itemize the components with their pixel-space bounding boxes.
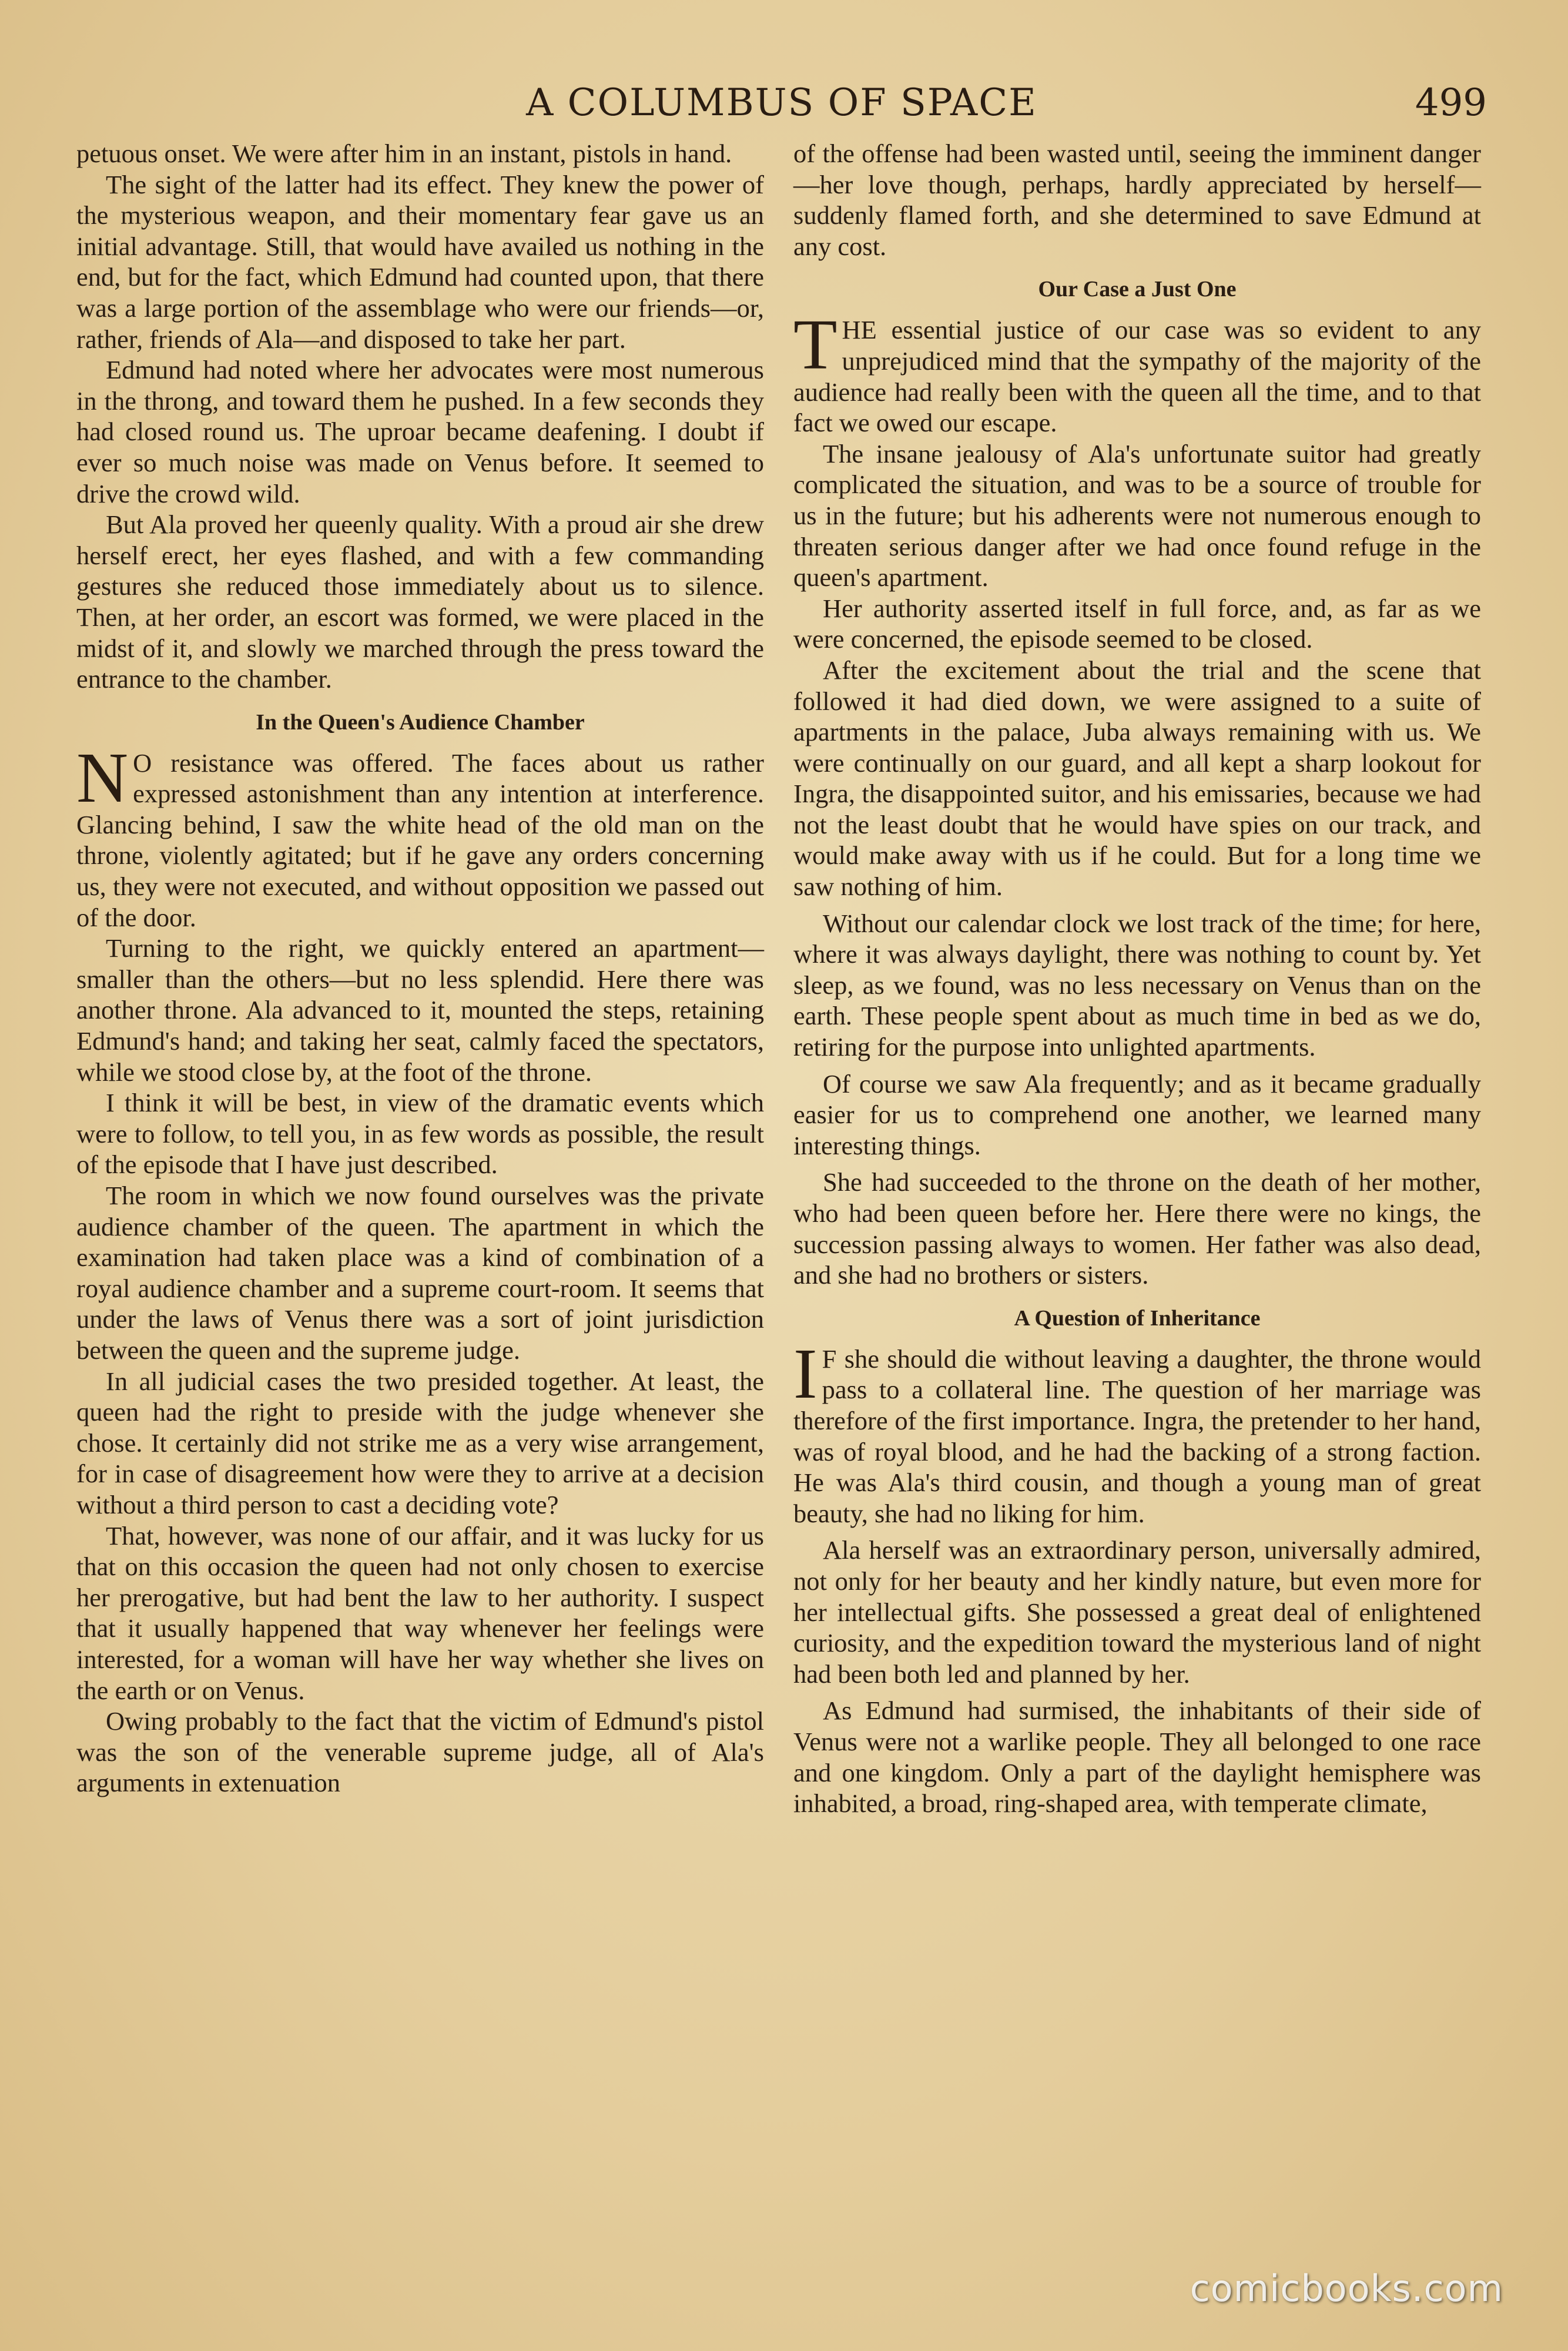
paragraph: As Edmund had surmised, the inhabitants of their side of Venus were not a warlike people. They all belonged to one race and one kingdom. Only a part of the daylight hemisphere was inhabited, a broad, ring-shaped area, with temperate climate, bbox=[793, 1696, 1481, 1818]
paragraph: In all judicial cases the two presided together. At least, the queen had the right to preside with the judge whenever she chose. It certainly did not strike me as a very wise arrangement, for in case of disagreement how were they to arrive at a decision without a third person to cast a deciding vote? bbox=[76, 1366, 764, 1519]
running-title: A COLUMBUS OF SPACE bbox=[526, 81, 1037, 125]
paragraph: Edmund had noted where her advocates were most numerous in the throng, and toward them he pushed. In a few seconds they had closed round us. The uproar became deafening. I doubt if ever so much noise was made on Venus before. It seemed to drive the crowd wild. bbox=[76, 355, 764, 508]
paragraph: Of course we saw Ala frequently; and as it became gradually easier for us to comprehend one another, we learned many interesting things. bbox=[793, 1069, 1481, 1160]
paragraph: Turning to the right, we quickly entered an apartment—smaller than the others—but no less splendid. Here there was another throne. Ala advanced to it, mounted the steps, retaining Edmund's hand; and taking her seat, calmly faced the spectators, while we stood close by, at the foot of the throne. bbox=[76, 933, 764, 1087]
paragraph: Without our calendar clock we lost track of the time; for here, where it was always daylight, there was nothing to count by. Yet sleep, as we found, was no less necessary on Venus than on the earth. These people spent about as much time in bed as we do, retiring for the purpose into unlighted apartments. bbox=[793, 908, 1481, 1062]
paragraph: After the excitement about the trial and the scene that followed it had died down, we were assigned to a suite of apartments in the palace, Juba always remaining with us. We were continually on our guard, and all kept a sharp lookout for Ingra, the disappointed suitor, and his emissaries, because we had not the least doubt that he would have spies on our track, and would make away with us if he could. But for a long time we saw nothing of him. bbox=[793, 655, 1481, 902]
section-heading: In the Queen's Audience Chamber bbox=[256, 709, 585, 735]
page-number: 499 bbox=[1415, 81, 1487, 125]
paragraph: Ala herself was an extraordinary person, universally admired, not only for her beauty and her kindly nature, but even more for her intellectual gifts. She possessed a great deal of enlightened curiosity, and the expedition toward the mysterious land of night had been both led and planned by her. bbox=[793, 1535, 1481, 1689]
page-header bbox=[76, 76, 1487, 129]
drop-cap-paragraph bbox=[76, 738, 764, 933]
section-heading: A Question of Inheritance bbox=[1014, 1305, 1261, 1331]
paragraph: The insane jealousy of Ala's unfortunate suitor had greatly complicated the situation, and was to be a source of trouble for us in the future; but his adherents were not numerous enough to threaten serious danger after we had once found refuge in the queen's apartment. bbox=[793, 438, 1481, 592]
drop-cap: T bbox=[793, 305, 837, 385]
paragraph: Her authority asserted itself in full force, and, as far as we were concerned, the episode seemed to be closed. bbox=[793, 593, 1481, 654]
left-column bbox=[76, 138, 764, 1799]
paragraph: The sight of the latter had its effect. They knew the power of the mysterious weapon, and their momentary fear gave us an initial advantage. Still, that would have availed us nothing in the end, but for the fact, which Edmund had counted upon, that there was a large portion of the assemblage who were our friends—or, rather, friends of Ala—and disposed to take her part. bbox=[76, 169, 764, 354]
drop-cap: N bbox=[76, 738, 129, 818]
section-heading: Our Case a Just One bbox=[1038, 277, 1237, 302]
paragraph: That, however, was none of our affair, and it was lucky for us that on this occasion the queen had not only chosen to exercise her prerogative, but had bent the law to her authority. I suspect that it usually happened that way whenever her feelings were interested, for a woman will have her way whether she lives on the earth or on Venus. bbox=[76, 1521, 764, 1705]
paragraph: Owing probably to the fact that the victim of Edmund's pistol was the son of the venerable supreme judge, all of Ala's arguments in extenuation bbox=[76, 1706, 764, 1798]
paragraph: But Ala proved her queenly quality. With a proud air she drew herself erect, her eyes flashed, and with a few commanding gestures she reduced those immediately about us to silence. Then, at her order, an escort was formed, we were placed in the midst of it, and slowly we marched through the press toward the entrance to the chamber. bbox=[76, 510, 764, 694]
drop-cap: I bbox=[793, 1334, 817, 1414]
paragraph: The room in which we now found ourselves was the private audience chamber of the queen. The apartment in which the examination had taken place was a kind of combination of a royal audience chamber and a supreme court-room. It seems that under the laws of Venus there was a sort of joint jurisdiction between the queen and the supreme judge. bbox=[76, 1181, 764, 1365]
paragraph: She had succeeded to the throne on the death of her mother, who had been queen before her. Here there were no kings, the succession passing always to women. Her father was also dead, and she had no brothers or sisters. bbox=[793, 1167, 1481, 1290]
paragraph-text: F she should die without leaving a daughter, the throne would pass to a collateral line. The question of her marriage was therefore of the first importance. Ingra, the pretender to her hand, was of royal blood, and he had the backing of a strong faction. He was Ala's third cousin, and though a young man of great beauty, she had no liking for him. bbox=[793, 1344, 1481, 1528]
right-column bbox=[793, 138, 1481, 1819]
drop-cap-paragraph bbox=[793, 1334, 1481, 1529]
drop-cap-paragraph bbox=[793, 305, 1481, 438]
paragraph-text: HE essential justice of our case was so evident to any unprejudiced mind that the sympathy of the majority of the audience had really been with the queen all the time, and to that fact we owed our escape. bbox=[793, 315, 1481, 438]
site-watermark: comicbooks.com bbox=[1190, 2267, 1503, 2310]
paragraph-text: O resistance was offered. The faces about us rather expressed astonishment than any intention at interference. Glancing behind, I saw the white head of the old man on the throne, violently agitated; but if he gave any orders concerning us, they were not executed, and without opposition we passed out of the door. bbox=[76, 748, 764, 932]
paragraph: I think it will be best, in view of the dramatic events which were to follow, to tell you, in as few words as possible, the result of the episode that I have just described. bbox=[76, 1088, 764, 1180]
paragraph: petuous onset. We were after him in an instant, pistols in hand. bbox=[76, 139, 732, 168]
paragraph: of the offense had been wasted until, seeing the imminent danger—her love though, perhaps, hardly appreciated by herself—suddenly flamed forth, and she determined to save Edmund at any cost. bbox=[793, 139, 1481, 261]
